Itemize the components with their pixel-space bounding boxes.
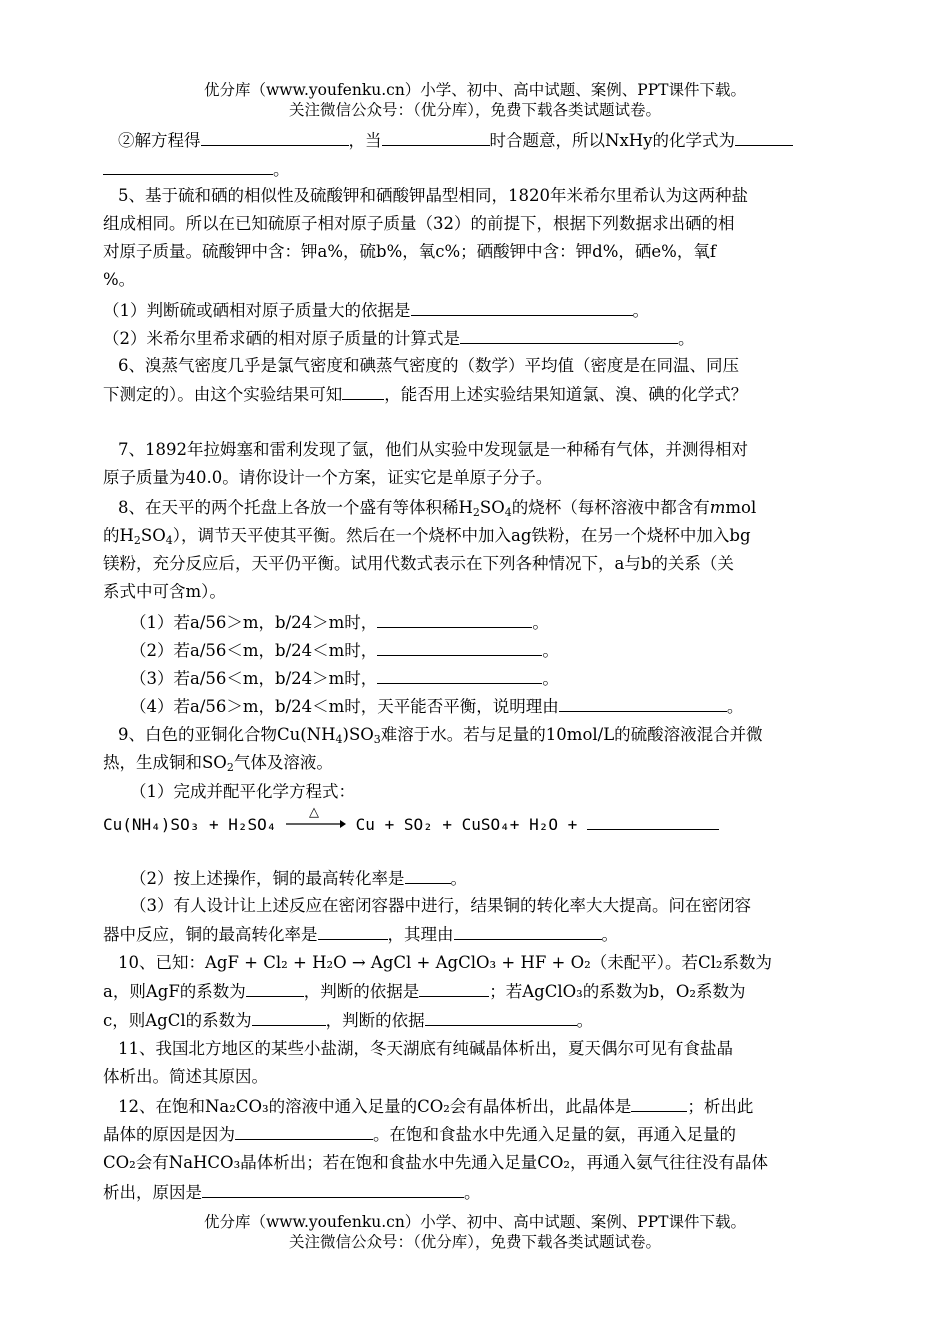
q12-l2-a: 晶体的原因是因为 [103, 1125, 235, 1144]
q6-text-b: ，能否用上述实验结果知道氯、溴、碘的化学式？ [384, 385, 748, 404]
q6-blank[interactable] [342, 382, 384, 400]
q9-l1-b: )SO [342, 725, 374, 744]
q12-end: 。 [464, 1183, 481, 1202]
q9-sub-4: 4 [335, 733, 343, 746]
q6-line-1: 6、溴蒸气密度几乎是氯气密度和碘蒸气密度的（数学）平均值（密度是在同温、同压 [118, 356, 739, 375]
q9-sub-2-end: 。 [450, 869, 467, 888]
q4-blank-1[interactable] [201, 128, 349, 146]
q9-equation [103, 805, 719, 834]
q8-blank-3[interactable] [377, 666, 542, 684]
q9-sub-3: 3 [373, 733, 381, 746]
q9-sub-1: （1）完成并配平化学方程式： [130, 782, 355, 801]
q8-l1-d: mol [725, 498, 757, 517]
q8-case-2-text: （2）若a/56＜m，b/24＜m时， [130, 641, 378, 660]
q12-l1-a: 12、在饱和Na₂CO₃的溶液中通入足量的CO₂会有晶体析出，此晶体是 [118, 1097, 632, 1116]
q8-l2-a: 的H [103, 526, 134, 545]
q5-sub-2 [103, 326, 695, 351]
q10-end: 。 [576, 1011, 594, 1030]
q10-l3-a: c，则AgCl的系数为 [103, 1011, 252, 1030]
equation-left: Cu(NH₄)SO₃ + H₂SO₄ [103, 815, 277, 834]
q7-line-1: 7、1892年拉姆塞和雷利发现了氩，他们从实验中发现氩是一种稀有气体，并测得相对 [118, 440, 748, 459]
q8-case-1-end: 。 [532, 613, 549, 632]
q8-l2-b: SO [140, 526, 166, 545]
q9-sub-3: （3）有人设计让上述反应在密闭容器中进行，结果铜的转化率大大提高。问在密闭容 [130, 896, 751, 915]
q9-blank-2[interactable] [318, 922, 388, 940]
q9-sub-3b-b: ，其理由 [387, 925, 454, 944]
q6-line-2 [103, 382, 747, 407]
q8-blank-1[interactable] [377, 610, 532, 628]
header-line-1: 优分库（www.youfenku.cn）小学、初中、高中试题、案例、PPT课件下载。 [203, 81, 747, 99]
q9-line-2 [103, 751, 333, 775]
q4-text-b: ，当 [348, 131, 382, 150]
footer-line-2: 关注微信公众号：（优分库），免费下载各类试题试卷。 [288, 1233, 661, 1251]
q5-sub-2-end: 。 [678, 329, 695, 348]
q9-sub-3b-a: 器中反应，铜的最高转化率是 [103, 925, 318, 944]
q8-line-4: 系式中可含m）。 [103, 582, 226, 601]
q9-blank-1[interactable] [405, 866, 451, 884]
footer-line-1: 优分库（www.youfenku.cn）小学、初中、高中试题、案例、PPT课件下载。 [203, 1213, 747, 1231]
q8-case-3 [130, 666, 559, 691]
heat-arrow-icon [286, 805, 346, 834]
q8-case-4 [130, 694, 743, 719]
q9-sub-3b-end: 。 [601, 925, 618, 944]
q12-l4-a: 析出，原因是 [103, 1183, 202, 1202]
q12-blank-3[interactable] [202, 1180, 464, 1198]
q10-blank-3[interactable] [252, 1008, 326, 1026]
q10-line-3 [103, 1008, 593, 1033]
q5-line-3: 对原子质量。硫酸钾中含：钾a%，硫b%，氧c%；硒酸钾中含：钾d%，硒e%，氧f [103, 242, 716, 261]
q12-line-1 [118, 1094, 753, 1119]
q5-sub-1-end: 。 [632, 301, 649, 320]
q12-line-2 [103, 1122, 736, 1147]
q12-line-3: CO₂会有NaHCO₃晶体析出；若在饱和食盐水中先通入足量CO₂，再通入氨气往往没有晶体 [103, 1153, 768, 1172]
q9-line-1 [118, 723, 763, 747]
q10-blank-1[interactable] [246, 979, 304, 997]
q10-l2-a: a，则AgF的系数为 [103, 982, 246, 1001]
q4-blank-4[interactable] [103, 157, 273, 175]
q8-l1-a: 8、在天平的两个托盘上各放一个盛有等体积稀H [118, 498, 473, 517]
q9-sub-3b [103, 922, 618, 947]
q8-l2-c: ），调节天平使其平衡。然后在一个烧杯中加入ag铁粉，在另一个烧杯中加入bg [172, 526, 751, 545]
equation-blank[interactable] [587, 815, 719, 830]
q8-line-2 [103, 524, 751, 548]
q8-sub-4a: 4 [504, 506, 512, 519]
q5-sub-1-text: （1）判断硫或硒相对原子质量大的依据是 [103, 301, 411, 320]
q12-blank-1[interactable] [631, 1094, 687, 1112]
q10-blank-2[interactable] [419, 979, 489, 997]
q9-blank-3[interactable] [454, 922, 602, 940]
equation-right: Cu + SO₂ + CuSO₄+ H₂O + [355, 815, 578, 834]
q7-line-2: 原子质量为40.0。请你设计一个方案，证实它是单原子分子。 [103, 468, 553, 487]
q8-l1-b: SO [479, 498, 505, 517]
q8-case-2 [130, 638, 559, 663]
q5-sub-1 [103, 298, 649, 323]
q10-l2-b: ，判断的依据是 [303, 982, 420, 1001]
q4-text-a: ②解方程得 [118, 131, 201, 150]
q4-part2-line-end [103, 157, 290, 182]
q4-blank-3[interactable] [735, 128, 793, 146]
q8-case-4-text: （4）若a/56＞m，b/24＜m时，天平能否平衡，说明理由 [130, 697, 559, 716]
q8-l1-c: 的烧杯（每杯溶液中都含有 [511, 498, 710, 517]
q8-case-4-end: 。 [726, 697, 744, 716]
q8-l1-m: m [709, 498, 726, 517]
q5-line-1: 5、基于硫和硒的相似性及硫酸钾和硒酸钾晶型相同，1820年米希尔里希认为这两种盐 [118, 186, 748, 205]
q10-line-1: 10、已知：AgF + Cl₂ + H₂O → AgCl + AgClO₃ + HF + O₂（未配平）。若Cl₂系数为 [118, 953, 773, 972]
q8-sub-2a: 2 [472, 506, 480, 519]
q6-text-a: 下测定的）。由这个实验结果可知 [103, 385, 343, 404]
q12-l2-b: 。在饱和食盐水中先通入足量的氨，再通入足量的 [373, 1125, 736, 1144]
q10-l2-c: ；若AgClO₃的系数为b，O₂系数为 [489, 982, 746, 1001]
q5-blank-1[interactable] [411, 298, 633, 316]
q9-l1-c: 难溶于水。若与足量的10mol/L的硫酸溶液混合并微 [380, 725, 763, 744]
q9-sub-2-text: （2）按上述操作，铜的最高转化率是 [130, 869, 405, 888]
q8-case-3-end: 。 [542, 669, 559, 688]
q8-case-2-end: 。 [542, 641, 559, 660]
q8-case-1 [130, 610, 549, 635]
q10-line-2 [103, 979, 746, 1004]
q5-line-2: 组成相同。所以在已知硫原子相对原子质量（32）的前提下，根据下列数据求出硒的相 [103, 214, 735, 233]
q12-blank-2[interactable] [235, 1122, 373, 1140]
q9-l2-b: 气体及溶液。 [233, 753, 333, 772]
q9-sub-2 [130, 866, 467, 891]
q11-line-1: 11、我国北方地区的某些小盐湖，冬天湖底有纯碱晶体析出，夏天偶尔可见有食盐晶 [118, 1039, 733, 1058]
q8-line-1 [118, 496, 756, 520]
q4-part2-line [118, 128, 793, 153]
q8-sub-4b: 4 [165, 534, 173, 547]
q12-l1-b: ；析出此 [687, 1097, 754, 1116]
q10-l3-b: ，判断的依据 [325, 1011, 425, 1030]
q9-l1-a: 9、白色的亚铜化合物Cu(NH [118, 725, 336, 744]
q9-l2-a: 热，生成铜和SO [103, 753, 227, 772]
q9-sub-2: 2 [226, 761, 234, 774]
q8-case-3-text: （3）若a/56＜m，b/24＞m时， [130, 669, 378, 688]
q4-end: 。 [273, 160, 290, 179]
heat-triangle-icon: △ [309, 805, 320, 820]
q4-blank-2[interactable] [382, 128, 490, 146]
header-line-2: 关注微信公众号：（优分库），免费下载各类试题试卷。 [288, 101, 661, 119]
q11-line-2: 体析出。简述其原因。 [103, 1067, 268, 1086]
q10-blank-4[interactable] [425, 1008, 577, 1026]
q8-blank-4[interactable] [559, 694, 727, 712]
q8-sub-2b: 2 [133, 534, 141, 547]
q8-case-1-text: （1）若a/56＞m，b/24＞m时， [130, 613, 378, 632]
q4-text-c: 时合题意，所以NxHy的化学式为 [489, 131, 735, 150]
q8-blank-2[interactable] [377, 638, 542, 656]
q12-line-4 [103, 1180, 481, 1205]
q5-line-4: %。 [103, 270, 136, 289]
q5-blank-2[interactable] [460, 326, 678, 344]
q8-line-3: 镁粉，充分反应后，天平仍平衡。试用代数式表示在下列各种情况下，a与b的关系（关 [103, 554, 734, 573]
q5-sub-2-text: （2）米希尔里希求硒的相对原子质量的计算式是 [103, 329, 460, 348]
